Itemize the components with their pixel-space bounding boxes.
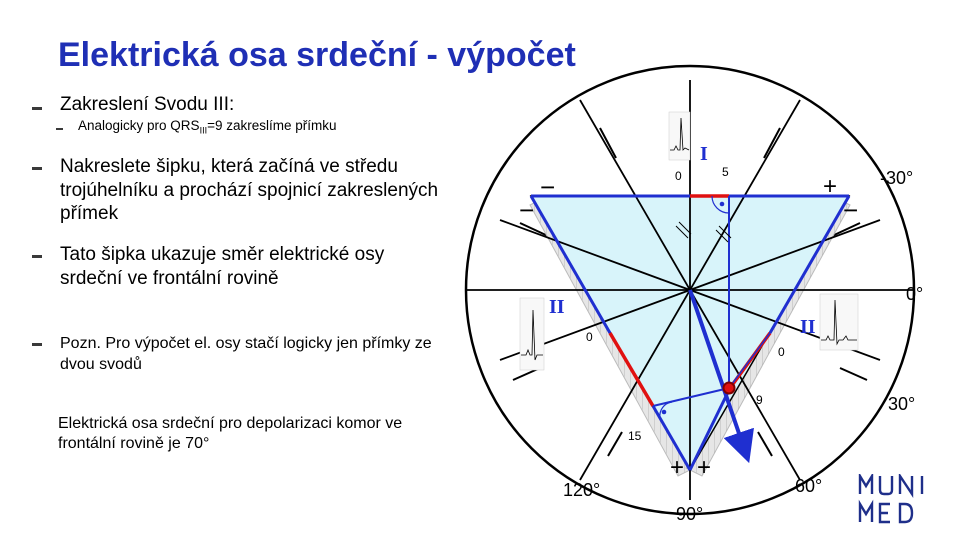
angle-120-label: 120° — [563, 480, 601, 500]
plus-sign-top-right: + — [823, 173, 838, 200]
bullet-text: Tato šipka ukazuje směr elektrické osy srdeční ve frontální rovině — [60, 244, 385, 289]
lead-iii-nine-label: 9 — [756, 393, 763, 407]
angle-30-label: 30° — [888, 394, 916, 414]
lead-iii-zero-label: 0 — [778, 345, 785, 359]
angle-90-label: 90° — [676, 504, 704, 524]
lead-ii-zero-label: 0 — [586, 330, 593, 344]
muni-med-logo — [858, 474, 930, 531]
plus-sign-bottom-right: + — [697, 454, 712, 481]
lead-ii-label: II — [549, 296, 565, 318]
axis-result-note: Elektrická osa srdeční pro depolarizaci komor ve frontální rovině je 70° — [58, 415, 403, 452]
right-angle-dot-ii — [662, 410, 667, 415]
angle-0-label: 0° — [906, 284, 924, 304]
ecg-thumbnail-lead-ii — [520, 298, 544, 370]
right-angle-dot-i — [720, 202, 725, 207]
ecg-thumbnail-lead-i — [669, 112, 690, 160]
lead-i-zero-label: 0 — [675, 169, 682, 183]
angle-minus-30-label: -30° — [880, 168, 914, 188]
bullet-text: Zakreslení Svodu III: — [60, 94, 235, 115]
lead-ii-fifteen-label: 15 — [628, 429, 642, 443]
ecg-thumbnail-lead-iii — [820, 294, 858, 350]
minus-sign-top-left: − — [540, 172, 556, 202]
lead-i-five-label: 5 — [722, 165, 729, 179]
minus-sign-left: − — [519, 195, 535, 225]
sub-bullet-index: III — [199, 125, 208, 136]
intersection-point — [724, 383, 735, 394]
minus-sign-right: − — [843, 195, 859, 225]
lead-iii-label: II — [800, 316, 816, 338]
page-title: Elektrická osa srdeční - výpočet — [58, 36, 576, 74]
plus-sign-bottom-left: + — [670, 454, 685, 481]
lead-i-label: I — [700, 143, 708, 165]
bullet-text: Nakreslete šipku, která začíná ve středu trojúhelníku a prochází spojnicí zakreslených přímek — [60, 156, 439, 224]
sub-bullet-text-post: =9 zakreslíme přímku — [207, 118, 337, 133]
bullet-text: Pozn. Pro výpočet el. osy stačí logicky jen přímky ze dvou svodů — [60, 335, 432, 373]
angle-60-label: 60° — [795, 476, 823, 496]
sub-bullet-text-pre: Analogicky pro QRS — [78, 118, 200, 133]
muni-med-logo-mark — [858, 474, 930, 526]
